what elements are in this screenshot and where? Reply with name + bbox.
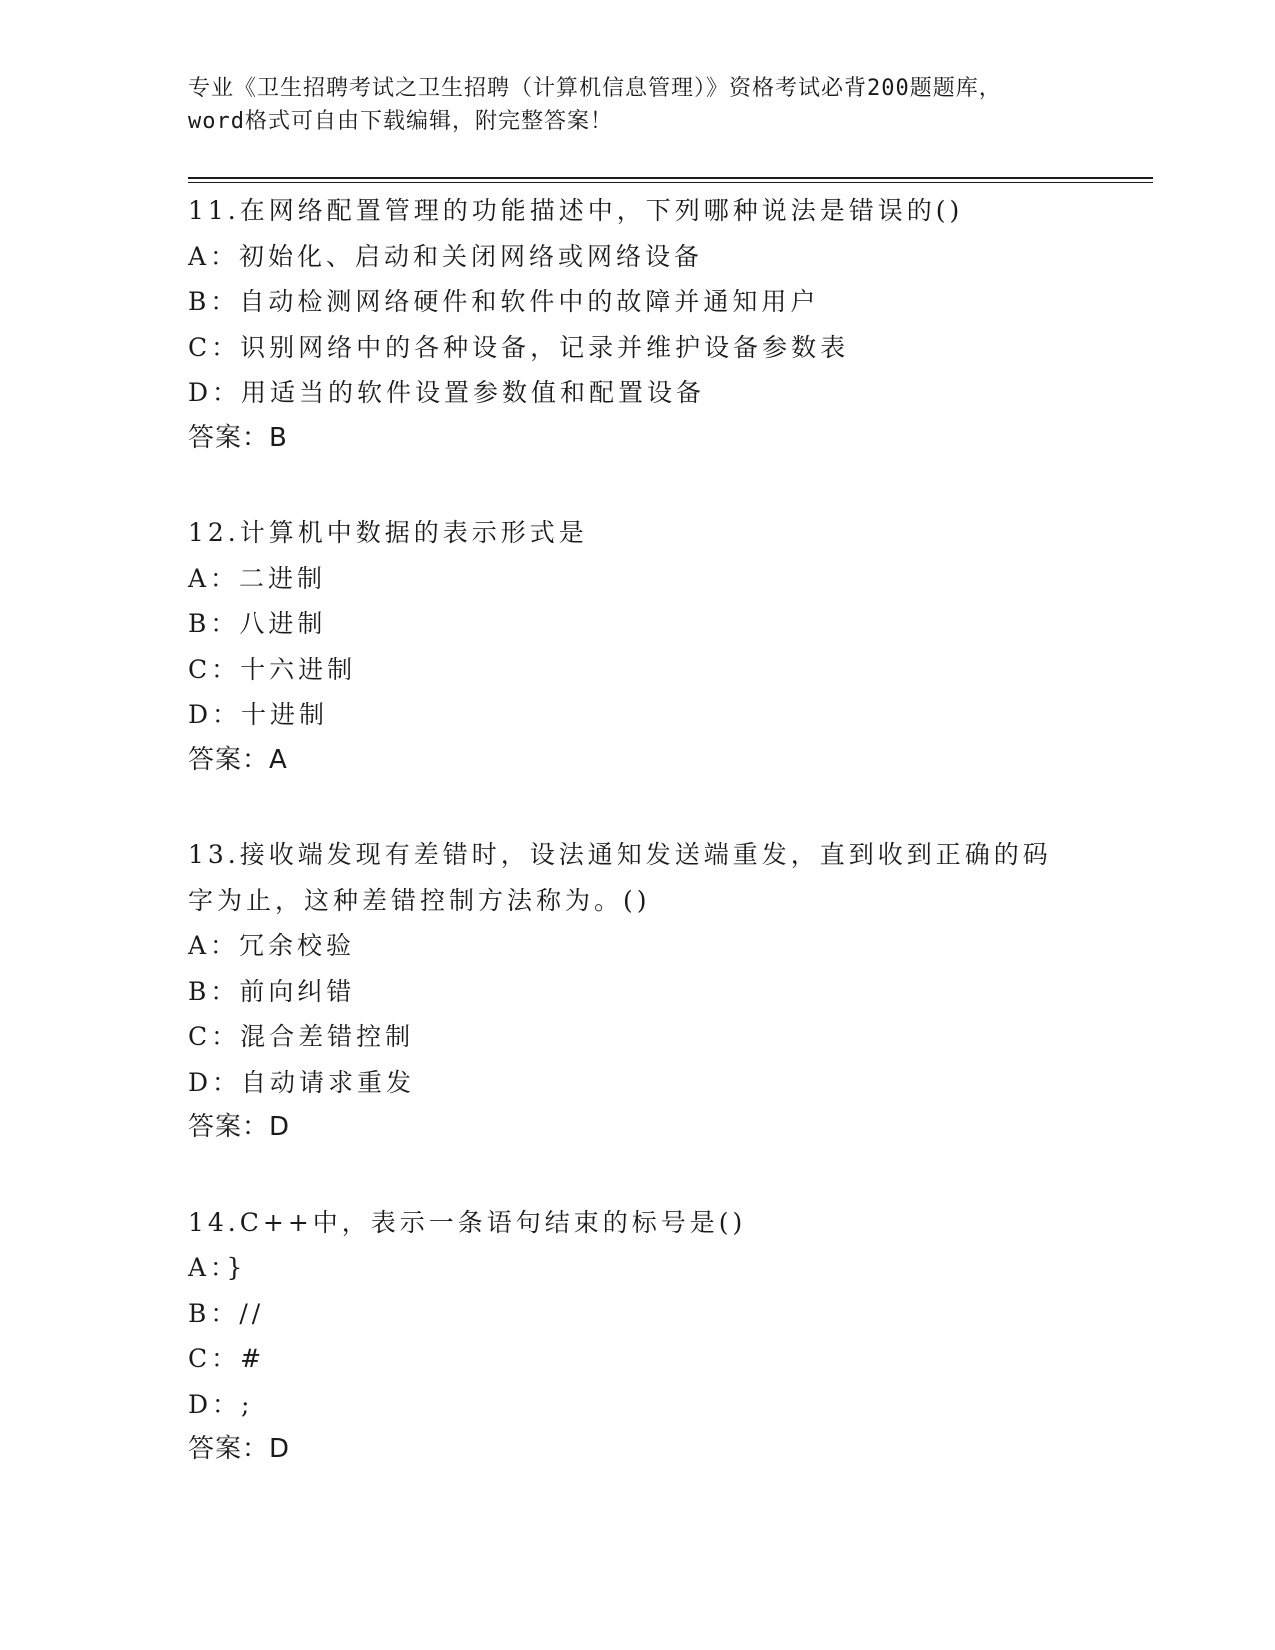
option-b: B：前向纠错: [188, 976, 356, 1006]
question-11: [188, 188, 1088, 461]
option-b: B：八进制: [188, 609, 327, 638]
header-divider-thin: [188, 182, 1153, 183]
answer-line: 答案：A: [188, 744, 288, 775]
question-text: 11.在网络配置管理的功能描述中，下列哪种说法是错误的(): [188, 196, 964, 225]
option-d: D：;: [188, 1389, 254, 1419]
header-divider-thick: [188, 177, 1153, 179]
option-c: C：十六进制: [188, 654, 357, 684]
header-title-line-1: 专业《卫生招聘考试之卫生招聘（计算机信息管理）》资格考试必背200题题库，: [188, 76, 1002, 101]
option-b: B：自动检测网络硬件和软件中的故障并通知用户: [188, 287, 820, 316]
answer-line: 答案：B: [188, 422, 288, 453]
document-header: [188, 72, 1088, 138]
question-12: [188, 510, 1088, 783]
option-c: C：#: [188, 1344, 266, 1373]
question-list: [188, 188, 1088, 1522]
option-a: A：}: [188, 1253, 247, 1282]
question-14: [188, 1200, 1088, 1473]
option-c: C：识别网络中的各种设备，记录并维护设备参数表: [188, 332, 850, 362]
option-d: D：用适当的软件设置参数值和配置设备: [188, 378, 706, 407]
option-a: A：冗余校验: [188, 931, 356, 960]
question-13: [188, 832, 1088, 1151]
question-text: 14.C++中，表示一条语句结束的标号是(): [188, 1207, 747, 1237]
question-text: 13.接收端发现有差错时，设法通知发送端重发，直到收到正确的码字为止，这种差错控制方法称为。(): [188, 840, 1052, 915]
option-b: B：//: [188, 1298, 265, 1328]
option-d: D：十进制: [188, 700, 329, 729]
answer-line: 答案：D: [188, 1434, 291, 1464]
option-d: D：自动请求重发: [188, 1067, 416, 1097]
question-text: 12.计算机中数据的表示形式是: [188, 518, 588, 547]
option-a: A：二进制: [188, 563, 327, 593]
header-title-line-2: word格式可自由下载编辑，附完整答案！: [188, 109, 613, 134]
answer-line: 答案：D: [188, 1112, 291, 1142]
option-a: A：初始化、启动和关闭网络或网络设备: [188, 241, 704, 271]
option-c: C：混合差错控制: [188, 1022, 415, 1051]
